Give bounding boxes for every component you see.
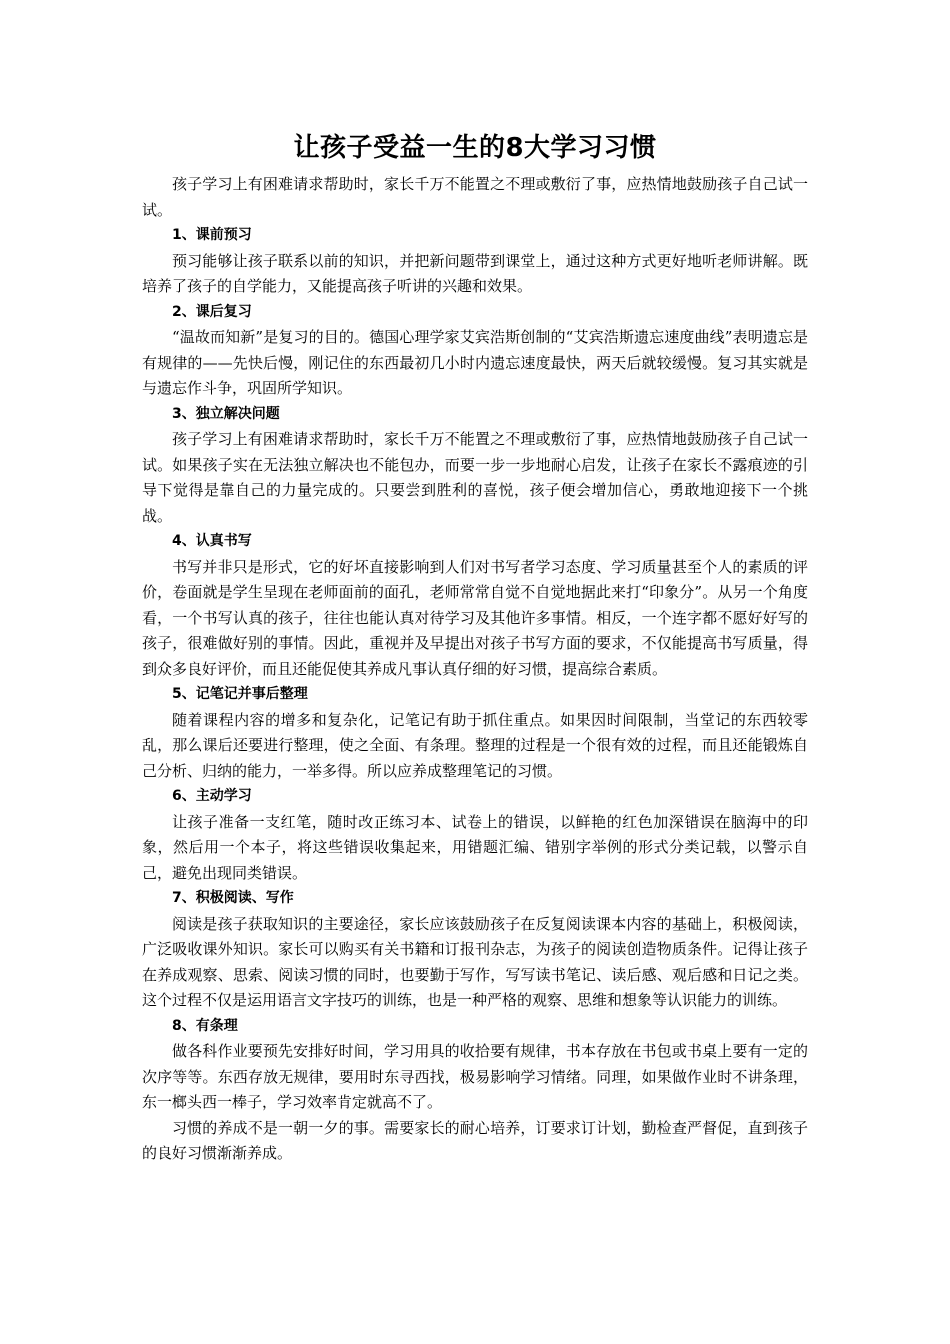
section-heading-preview: 1、课前预习 bbox=[172, 227, 252, 243]
section-body-reading-writing: 阅读是孩子获取知识的主要途径，家长应该鼓励孩子在反复阅读课本内容的基础上，积极阅读，广泛吸收课外知识。家长可以购买有关书籍和订报刊杂志，为孩子的阅读创造物质条件。记得让孩子在养成观察、思索、阅读习惯的同时，也要勤于写作，写写读书笔记、读后感、观后感和日记之类。这个过程不仅是运用语言文字技巧的训练，也是一种严格的观察、思维和想象等认识能力的训练。 bbox=[142, 914, 808, 1009]
section-body-active-learning: 让孩子准备一支红笔，随时改正练习本、试卷上的错误，以鲜艳的红色加深错误在脑海中的印象，然后用一个本子，将这些错误收集起来，用错题汇编、错别字举例的形式分类记载，以警示自己，避免出现同类错误。 bbox=[142, 812, 808, 882]
section-body-review: “温故而知新”是复习的目的。德国心理学家艾宾浩斯创制的“艾宾浩斯遗忘速度曲线”表明遗忘是有规律的——先快后慢，刚记住的东西最初几小时内遗忘速度最快，两天后就较缓慢。复习其实就是与遗忘作斗争，巩固所学知识。 bbox=[142, 328, 808, 397]
document-page bbox=[142, 128, 808, 1167]
section-heading-handwriting: 4、认真书写 bbox=[172, 533, 252, 549]
section-heading-reading-writing: 7、积极阅读、写作 bbox=[172, 890, 294, 906]
intro-paragraph: 孩子学习上有困难请求帮助时，家长千万不能置之不理或敷衍了事，应热情地鼓励孩子自己试一试。 bbox=[142, 175, 808, 219]
section-heading-notes: 5、记笔记并事后整理 bbox=[172, 686, 308, 702]
section-body-orderliness: 做各科作业要预先安排好时间，学习用具的收拾要有规律，书本存放在书包或书桌上要有一定的次序等等。东西存放无规律，要用时东寻西找，极易影响学习情绪。同理，如果做作业时不讲条理，东一榔头西一棒子，学习效率肯定就高不了。 bbox=[142, 1042, 808, 1111]
conclusion-paragraph: 习惯的养成不是一朝一夕的事。需要家长的耐心培养，订要求订计划，勤检查严督促，直到孩子的良好习惯渐渐养成。 bbox=[142, 1118, 808, 1162]
section-heading-independent: 3、独立解决问题 bbox=[172, 405, 280, 422]
section-heading-active-learning: 6、主动学习 bbox=[172, 788, 252, 804]
section-heading-review: 2、课后复习 bbox=[172, 303, 252, 320]
section-body-notes: 随着课程内容的增多和复杂化，记笔记有助于抓住重点。如果因时间限制，当堂记的东西较零乱，那么课后还要进行整理，使之全面、有条理。整理的过程是一个很有效的过程，而且还能锻炼自己分析、归纳的能力，一举多得。所以应养成整理笔记的习惯。 bbox=[142, 710, 808, 780]
section-body-preview: 预习能够让孩子联系以前的知识，并把新问题带到课堂上，通过这种方式更好地听老师讲解。既培养了孩子的自学能力，又能提高孩子听讲的兴趣和效果。 bbox=[142, 251, 808, 295]
section-heading-orderliness: 8、有条理 bbox=[172, 1017, 238, 1034]
section-body-handwriting: 书写并非只是形式，它的好坏直接影响到人们对书写者学习态度、学习质量甚至个人的素质的评价，卷面就是学生呈现在老师面前的面孔，老师常常自觉不自觉地据此来打“印象分”。从另一个角度看，一个书写认真的孩子，往往也能认真对待学习及其他许多事情。相反，一个连字都不愿好好写的孩子，很难做好别的事情。因此，重视并及早提出对孩子书写方面的要求，不仅能提高书写质量，得到众多良好评价，而且还能促使其养成凡事认真仔细的好习惯，提高综合素质。 bbox=[142, 557, 808, 678]
document-title: 让孩子受益一生的8大学习习惯 bbox=[293, 133, 657, 163]
section-body-independent: 孩子学习上有困难请求帮助时，家长千万不能置之不理或敷衍了事，应热情地鼓励孩子自己试一试。如果孩子实在无法独立解决也不能包办，而要一步一步地耐心启发，让孩子在家长不露痕迹的引导下觉得是靠自己的力量完成的。只要尝到胜利的喜悦，孩子便会增加信心，勇敢地迎接下一个挑战。 bbox=[142, 430, 808, 525]
